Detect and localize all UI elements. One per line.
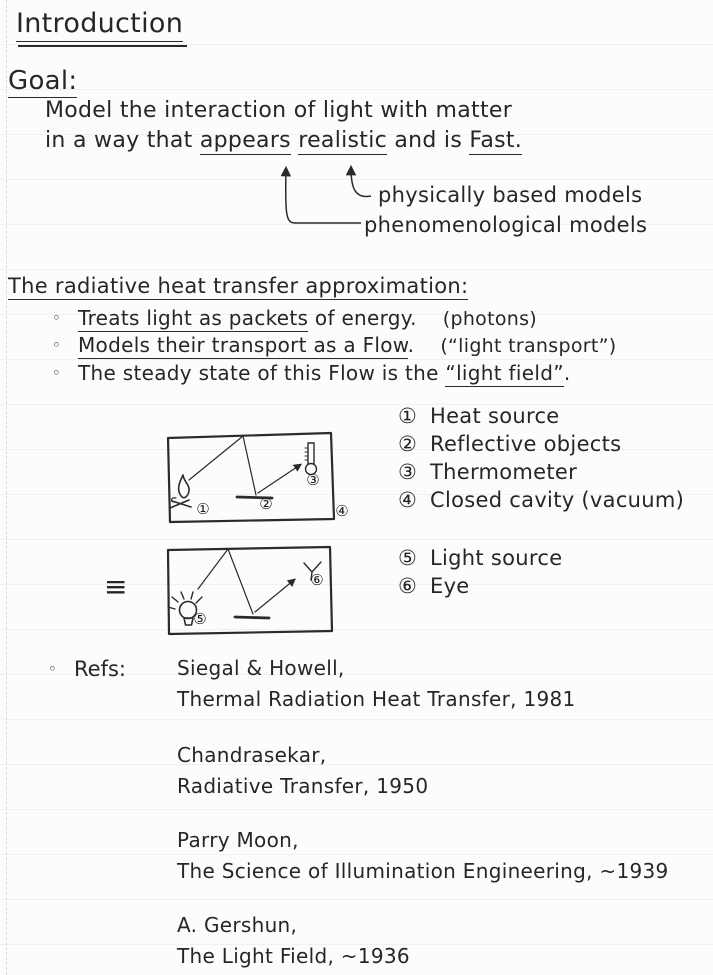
bullet-packets — [52, 306, 537, 330]
legend-item-thermometer — [398, 460, 577, 484]
ref-item-gershun — [177, 910, 410, 972]
ref-title: The Light Field, ~1936 — [177, 944, 410, 968]
bullet3-post: . — [563, 361, 571, 385]
legend-num-4: ④ — [398, 488, 417, 512]
goal-line2 — [45, 128, 522, 153]
marker-2: ② — [259, 495, 273, 513]
legend-num-3: ③ — [398, 460, 417, 484]
reflector-surface2-icon — [235, 617, 269, 618]
legend-label: Thermometer — [430, 460, 578, 484]
bullet1-post: of energy. — [308, 306, 417, 330]
legend-item-light-source — [398, 546, 562, 570]
marker-3: ③ — [306, 471, 320, 489]
ref-title: Thermal Radiation Heat Transfer, 1981 — [177, 687, 576, 711]
ref-authors: Parry Moon, — [177, 828, 299, 852]
marker-5: ⑤ — [193, 610, 207, 628]
ref-authors: Siegal & Howell, — [177, 656, 345, 680]
margin-line — [6, 0, 7, 975]
bullet1-underlined: packets — [228, 306, 309, 330]
bullet-icon: ◦ — [52, 364, 62, 382]
goal-word-fast: Fast. — [469, 128, 523, 153]
refs-heading — [48, 657, 126, 681]
bullet2-underlined: Flow — [362, 333, 408, 357]
bullet-flow — [52, 333, 616, 357]
goal-word-appears: appears — [199, 128, 291, 153]
bullet1-aside: (photons) — [442, 308, 538, 330]
bullet2-aside: (“light transport”) — [440, 335, 617, 357]
ref-item-chandrasekar — [177, 740, 428, 802]
legend-item-reflective-objects — [398, 432, 621, 456]
legend-label: Eye — [430, 574, 470, 598]
ref-item-parry-moon — [177, 825, 669, 887]
bullet3-pre: The steady state of this Flow is the — [78, 361, 446, 385]
section-heading-text: The radiative heat transfer approximation: — [8, 274, 469, 298]
light-ray-icon — [198, 549, 253, 614]
ref-authors: Chandrasekar, — [177, 743, 327, 767]
fire-icon — [170, 475, 191, 508]
goal-heading — [8, 66, 77, 98]
legend-num-5: ⑤ — [398, 546, 417, 570]
legend-label: Reflective objects — [430, 432, 622, 456]
light-cavity-diagram — [168, 547, 332, 634]
ref-authors: A. Gershun, — [177, 913, 298, 937]
refs-heading-text: Refs: — [74, 657, 126, 681]
goal-word-realistic: realistic — [298, 128, 388, 153]
marker-6: ⑥ — [310, 571, 324, 589]
bullet2-pre: Models their transport as a — [78, 333, 363, 357]
legend-num-1: ① — [398, 404, 417, 428]
bullet1-pre: Treats light as — [78, 306, 229, 330]
legend-item-heat-source — [398, 404, 560, 428]
bullet-icon: ◦ — [52, 309, 62, 327]
goal-line1: Model the interaction of light with matter — [45, 98, 513, 123]
legend-label: Closed cavity (vacuum) — [430, 488, 685, 512]
bullet-light-field — [52, 361, 571, 385]
bullet-icon: ◦ — [52, 336, 62, 354]
cavity-diagrams — [90, 398, 410, 643]
heat-ray-arrow-icon — [258, 465, 300, 493]
legend-num-2: ② — [398, 432, 417, 456]
section-heading — [8, 274, 468, 300]
heat-ray-icon — [189, 436, 256, 495]
heat-cavity-diagram — [168, 433, 349, 522]
arrow-to-appears-icon — [286, 169, 361, 223]
ref-item-siegal-howell — [177, 653, 576, 715]
legend-item-eye — [398, 574, 470, 598]
thermometer-icon — [305, 443, 317, 475]
bullet-icon: ◦ — [48, 660, 57, 678]
legend-label: Light source — [430, 546, 563, 570]
legend-item-closed-cavity — [398, 488, 684, 512]
goal-line2-sep2: and is — [387, 128, 470, 153]
bullet3-underlined: “light field” — [445, 361, 564, 385]
arrow-to-realistic-icon — [351, 168, 371, 196]
marker-4: ④ — [335, 502, 349, 520]
goal-line2-pre: in a way that — [45, 128, 200, 153]
light-ray-arrow-icon — [255, 580, 294, 612]
ref-title: The Science of Illumination Engineering, ~1939 — [177, 859, 669, 883]
page-title — [16, 8, 183, 42]
marker-1: ① — [196, 500, 210, 518]
legend-num-6: ⑥ — [398, 574, 417, 598]
callout-phenomenological: phenomenological models — [364, 213, 648, 237]
callout-physically-based: physically based models — [378, 183, 643, 207]
equivalence-symbol: ≡ — [104, 570, 128, 603]
legend-label: Heat source — [430, 404, 560, 428]
ref-title: Radiative Transfer, 1950 — [177, 774, 429, 798]
page-title-text: Introduction — [16, 8, 183, 42]
bullet2-post: . — [407, 333, 415, 357]
goal-heading-text: Goal: — [8, 66, 78, 96]
